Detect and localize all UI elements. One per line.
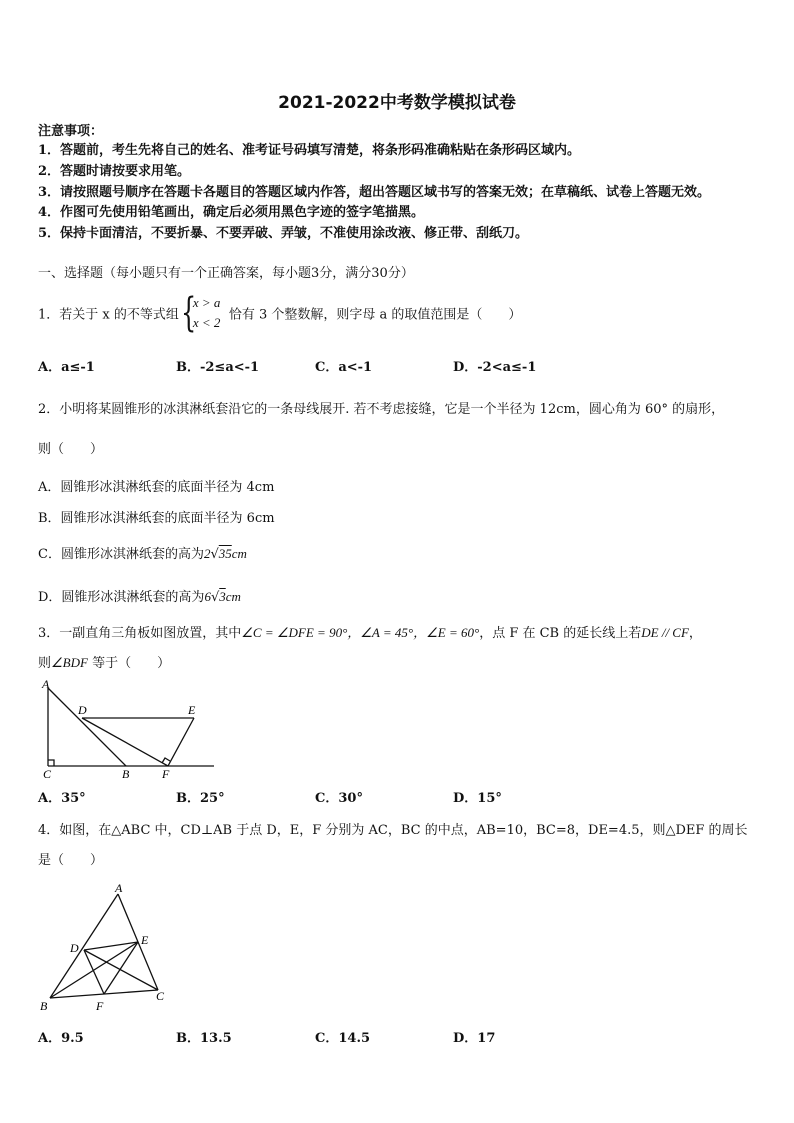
q2-option-d-unit: cm [225, 589, 241, 604]
q4-option-c[interactable]: C．14.5 [315, 1031, 371, 1046]
q3-figure [38, 676, 218, 784]
label-a: A [115, 882, 123, 895]
question-2-stem-line2: 则（ ） [38, 442, 104, 457]
q2-option-d[interactable] [38, 589, 241, 606]
label-b: B [40, 999, 48, 1013]
segment-be [50, 942, 138, 998]
q1-prefix: 1．若关于 x 的不等式组 [38, 307, 179, 323]
page-title: 2021-2022中考数学模拟试卷 [278, 93, 516, 113]
q4-option-d[interactable]: D．17 [453, 1031, 496, 1046]
q3-option-d[interactable]: D．15° [453, 791, 502, 806]
note-item: 4．作图可先使用铅笔画出，确定后必须用黑色字迹的签字笔描黑。 [38, 205, 425, 220]
note-item: 2．答题时请按要求用笔。 [38, 164, 191, 179]
q2-option-d-radicand: 3 [219, 589, 226, 604]
label-e: E [141, 933, 149, 947]
q1-option-c[interactable]: C．a<-1 [315, 360, 373, 375]
sqrt-icon: √ [210, 590, 220, 605]
right-angle-f-icon [162, 758, 170, 763]
segment-ef [104, 942, 138, 994]
question-3-stem-line2 [38, 655, 170, 672]
q3-math-bdf: ∠BDF [51, 655, 88, 670]
note-item: 3．请按照题号顺序在答题卡各题目的答题区域内作答，超出答题区域书写的答案无效；在草稿纸、试卷上答题无效。 [38, 185, 711, 200]
sqrt-icon: √ [210, 547, 219, 562]
label-f: F [96, 999, 104, 1013]
q1-suffix: 恰有 3 个整数解，则字母 a 的取值范围是（ ） [228, 307, 522, 323]
q2-option-c-text: C．圆锥形冰淇淋纸套的高为 [38, 547, 204, 562]
note-item: 1．答题前，考生先将自己的姓名、准考证号码填写清楚，将条形码准确粘贴在条形码区域内。 [38, 143, 581, 158]
q3-text: 3．一副直角三角板如图放置，其中 [38, 626, 242, 641]
q3-text: 等于（ ） [87, 656, 171, 671]
q4-option-a[interactable]: A．9.5 [38, 1031, 84, 1046]
inequality-line-1: x > a [192, 295, 221, 310]
notes-heading: 注意事项： [38, 124, 104, 139]
segment-df [84, 950, 104, 994]
note-item: 5．保持卡面清洁，不要折暴、不要弄破、弄皱，不准使用涂改液、修正带、刮纸刀。 [38, 226, 529, 241]
label-a: A [42, 677, 50, 691]
label-c: C [156, 989, 165, 1003]
q3-option-a[interactable]: A．35° [38, 791, 86, 806]
question-1-stem [38, 290, 522, 336]
label-e: E [188, 703, 196, 717]
q2-option-c[interactable] [38, 546, 247, 563]
q2-option-b[interactable]: B．圆锥形冰淇淋纸套的底面半径为 6cm [38, 511, 275, 526]
segment-ab [48, 688, 126, 766]
segment-ef [168, 718, 194, 766]
q4-option-b[interactable]: B．13.5 [176, 1031, 232, 1046]
q2-option-c-unit: cm [231, 546, 247, 561]
q3-option-c[interactable]: C．30° [315, 791, 363, 806]
q3-option-b[interactable]: B．25° [176, 791, 225, 806]
q2-option-d-coef: 6 [204, 589, 211, 604]
q3-text: 则 [38, 656, 52, 671]
q1-option-b[interactable]: B．-2≤a<-1 [176, 360, 260, 375]
q4-figure [36, 882, 171, 1018]
segment-de [84, 942, 138, 950]
q2-option-d-text: D．圆锥形冰淇淋纸套的高为 [38, 590, 205, 605]
label-d: D [70, 941, 79, 955]
label-c: C [43, 767, 52, 781]
label-f: F [162, 767, 170, 781]
section-heading: 一、选择题（每小题只有一个正确答案，每小题3分，满分30分） [38, 266, 414, 281]
q2-option-c-coef: 2 [203, 546, 211, 561]
q3-text: ， [688, 626, 702, 641]
question-4-stem: 4．如图，在△ABC 中，CD⊥AB 于点 D，E，F 分别为 AC，BC 的中点，AB=10，BC=8，DE=4.5，则△DEF 的周长 [38, 823, 748, 838]
right-angle-c-icon [48, 760, 54, 766]
q3-text: ，点 F 在 CB 的延长线上若 [479, 626, 642, 641]
q3-math-parallel: DE // CF [641, 625, 689, 640]
q2-option-a[interactable]: A．圆锥形冰淇淋纸套的底面半径为 4cm [38, 480, 275, 495]
q1-option-a[interactable]: A．a≤-1 [38, 360, 95, 375]
inequality-line-2: x < 2 [192, 315, 221, 330]
q2-option-c-radicand: 35 [218, 546, 232, 561]
q3-math-angles: ∠C = ∠DFE = 90°，∠A = 45°，∠E = 60° [241, 625, 480, 640]
q1-option-d[interactable]: D．-2<a≤-1 [453, 360, 537, 375]
question-4-stem-line2: 是（ ） [38, 853, 104, 868]
inequality-system [180, 290, 227, 336]
question-2-stem: 2．小明将某圆锥形的冰淇淋纸套沿它的一条母线展开. 若不考虑接缝，它是一个半径为 12cm，圆心角为 60° 的扇形， [38, 402, 725, 417]
segment-df [82, 718, 168, 766]
label-d: D [78, 703, 87, 717]
question-3-stem [38, 625, 702, 642]
brace-icon: { [180, 290, 197, 336]
label-b: B [122, 767, 130, 781]
